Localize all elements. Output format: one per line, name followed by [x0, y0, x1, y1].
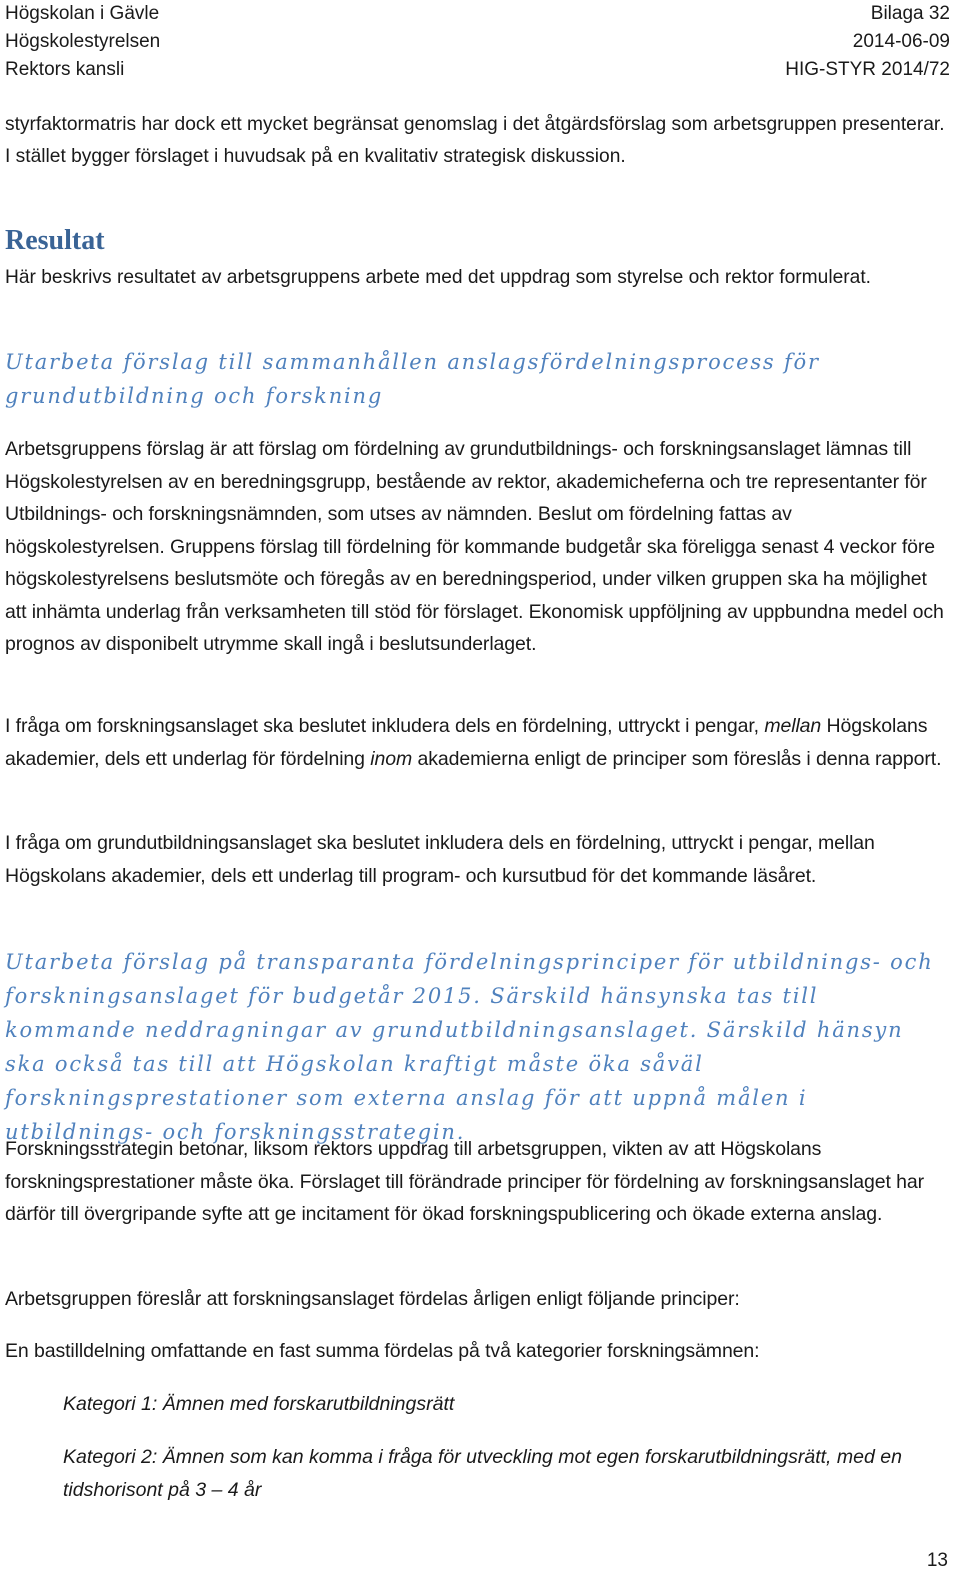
subheading-principles: Utarbeta förslag på transparanta fördelningsprinciper för utbildnings- och forskningsanslaget för budgetår 2015. Särskild hänsynska tas till kommande neddragningar av grundutbildningsanslaget. Särskild hänsyn ska också tas till att Högskolan kraftigt måste öka såväl forskningsprestationer som externa anslag för att uppnå målen i utbildnings- och forskningsstrategin.	[5, 950, 934, 1144]
category-1: Kategori 1: Ämnen med forskarutbildningsrätt	[63, 1393, 455, 1415]
header-reference: HIG-STYR 2014/72	[785, 59, 950, 80]
page-header	[5, 0, 950, 84]
header-date: 2014-06-09	[852, 31, 950, 52]
resultat-paragraph: Här beskrivs resultatet av arbetsgruppens arbete med det uppdrag som styrelse och rektor formulerat.	[5, 267, 871, 288]
subheading-process: Utarbeta förslag till sammanhållen anslagsfördelningsprocess för grundutbildning och forskning	[5, 350, 820, 408]
header-board: Högskolestyrelsen	[5, 31, 161, 52]
emphasis-inom: inom	[370, 747, 413, 770]
intro-paragraph: styrfaktormatris har dock ett mycket begränsat genomslag i det åtgärdsförslag som arbetsgruppen presenterar. I stället bygger förslaget i huvudsak på en kvalitativ strategisk diskussion.	[5, 114, 945, 167]
process-paragraph-3: I fråga om grundutbildningsanslaget ska beslutet inkludera dels en fördelning, uttryckt i pengar, mellan Högskolans akademier, dels ett underlag till program- och kursutbud för det kommande läsåret.	[5, 832, 875, 887]
process-paragraph-2: I fråga om forskningsanslaget ska beslutet inkludera dels en fördelning, uttryckt i pengar, mellan Högskolans akademier, dels ett underlag för fördelning inom akademierna enligt de principer som föreslås i denna rapport.	[5, 715, 942, 770]
header-appendix: Bilaga 32	[870, 3, 950, 24]
process-paragraph-1: Arbetsgruppens förslag är att förslag om fördelning av grundutbildnings- och forskningsanslaget lämnas till Högskolestyrelsen av en beredningsgrupp, bestående av rektor, akademicheferna och tre representanter för Utbildnings- och forskningsnämnden, som utses av nämnden. Beslut om fördelning fattas av högskolestyrelsen. Gruppens förslag till fördelning för kommande budgetår ska föreligga senast 4 veckor före högskolestyrelsens beslutsmöte och föregås av en beredningsperiod, under vilken gruppen ska ha möjlighet att inhämta underlag från verksamheten till stöd för förslaget. Ekonomisk uppföljning av uppbundna medel och prognos av disponibelt utrymme skall ingå i beslutsunderlaget.	[5, 438, 944, 655]
category-2: Kategori 2: Ämnen som kan komma i fråga för utveckling mot egen forskarutbildningsrätt, med en tidshorisont på 3 – 4 år	[63, 1446, 902, 1501]
header-office: Rektors kansli	[5, 59, 125, 80]
principles-paragraph-2: Arbetsgruppen föreslår att forskningsanslaget fördelas årligen enligt följande principer:	[5, 1288, 740, 1310]
principles-paragraph-1: Forskningsstrategin betonar, liksom rektors uppdrag till arbetsgruppen, vikten av att Högskolans forskningsprestationer måste öka. Förslaget till förändrade principer för fördelning av forskningsanslaget har därför till övergripande syfte att ge incitament för ökad forskningspublicering och ökade externa anslag.	[5, 1138, 924, 1225]
header-university: Högskolan i Gävle	[5, 3, 160, 24]
page-number: 13	[926, 1550, 948, 1571]
section-heading-resultat: Resultat	[5, 225, 105, 256]
principles-paragraph-3: En bastilldelning omfattande en fast summa fördelas på två kategorier forskningsämnen:	[5, 1340, 760, 1362]
emphasis-mellan: mellan	[764, 715, 822, 737]
